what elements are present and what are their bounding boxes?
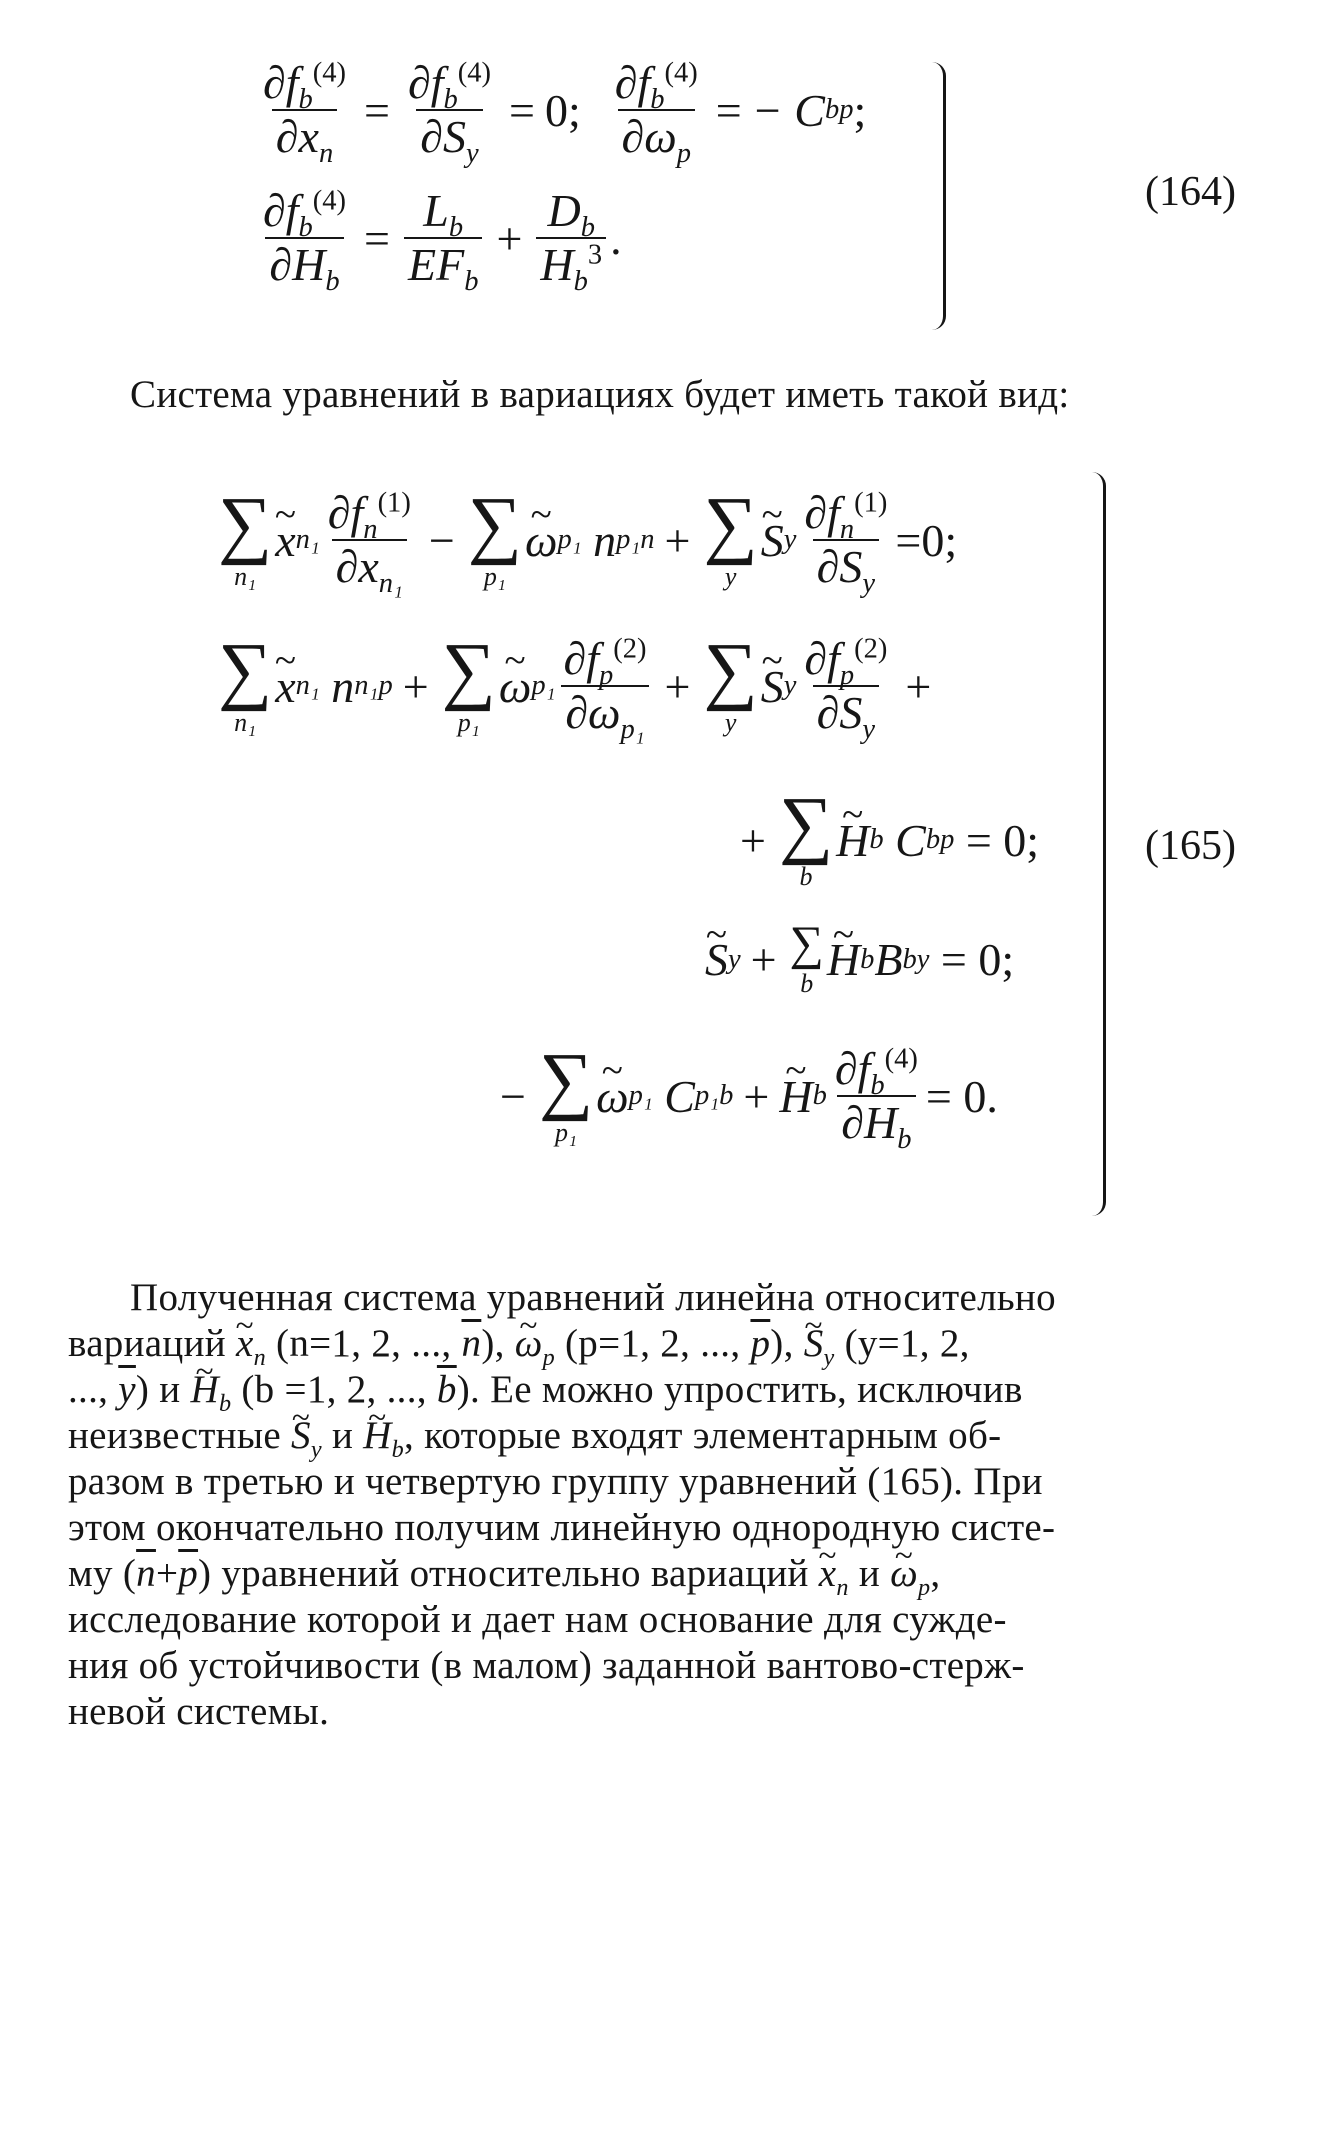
sum-sign: ∑ b [778,782,834,892]
equation-165-row-4: ~ S y + ∑ b ~ H b B by = 0; [705,922,1014,997]
equation-164 [255,57,955,330]
sum-sign: ∑ p₁ [467,482,522,592]
equation-165-row-2: ∑ n₁ ~ x n₁ n n₁p + ∑ p₁ ~ ω p₁ $\frac{\partial f_p^{(2)}}{\partial\omega_{p_1}}$ + ∑ y ~ S y $\frac{\partial f_p^{(2)}}{\partial S_y}$ + [215,636,941,736]
equation-164-brace [925,62,946,330]
equation-164-row-2: $\frac{\partial f_b^{(4)}}{\partial H_b}$ = $\frac{L_b}{EF_b}$ + $\frac{D_b}{H_b^3}$ . [263,185,622,298]
sum-sign: ∑ n₁ [218,628,273,738]
body-paragraph: Полученная система уравнений линейна относительно вариаций ~ $x_n$ (n=1, 2, ..., $\overline{n}$), ~ $\omega_p$ (p=1, 2, ..., $\overline{p}$), ~ $S_y$ (y=1, 2, ..., $\overline{y}$) и ~ $H_b$ (b =1, 2, ..., $\overline{b}$). Ее можно упростить, исключив неизвестные ~ $S_y$ и ~ $H_b$, которые входят элементарным об- разом в третью и четвертую группу уравнений (165). При этом окончательно получим линейную однородную систе- му $(\overline{n}+\overline{p})$ уравнений относительно вариаций ~ $x_n$ и ~ $\omega_p$, исследование которой и дает нам основание для сужде- ния об устойчивости (в малом) заданной вантово-стерж- невой системы. [68,1275,1260,1735]
sum-sign: ∑ y [703,482,758,592]
intro-paragraph: Система уравнений в вариациях будет иметь такой вид: [130,373,1070,416]
sum-sign: ∑ n₁ [218,482,273,592]
equation-165-number: (165) [1145,823,1236,869]
equation-165-row-1: ∑ n₁ ~ x n₁ $\frac{\partial f_n^{(1)}}{\partial x_{n_1}}$ − ∑ p₁ ~ ω p₁ n p₁n + ∑ y ~ S y $\frac{\partial f_n^{(1)}}{\partial S_y}$ =0; [215,490,957,590]
equation-165 [215,482,1095,1230]
equation-164-row-1: $\frac{\partial f_b^{(4)}}{\partial x_n}$ = $\frac{\partial f_b^{(4)}}{\partial S_y}$ = 0; $\frac{\partial f_b^{(4)}}{\partial\omega_p}$ = − C bp ; [263,57,867,170]
equation-165-row-5: − ∑ p₁ ~ ω p₁ C p₁b + ~ H b $\frac{\partial f_b^{(4)}}{\partial H_b}$ = 0. [500,1046,998,1146]
equation-165-row-3: + ∑ b ~ H b C bp = 0; [740,790,1039,890]
sum-sign: ∑ p₁ [441,628,496,738]
sum-sign: ∑ p₁ [538,1038,594,1148]
equation-165-brace [1085,472,1106,1216]
sum-sign: ∑ y [703,628,758,738]
sum-sign: ∑ b [789,917,824,999]
equation-164-number: (164) [1145,169,1236,215]
